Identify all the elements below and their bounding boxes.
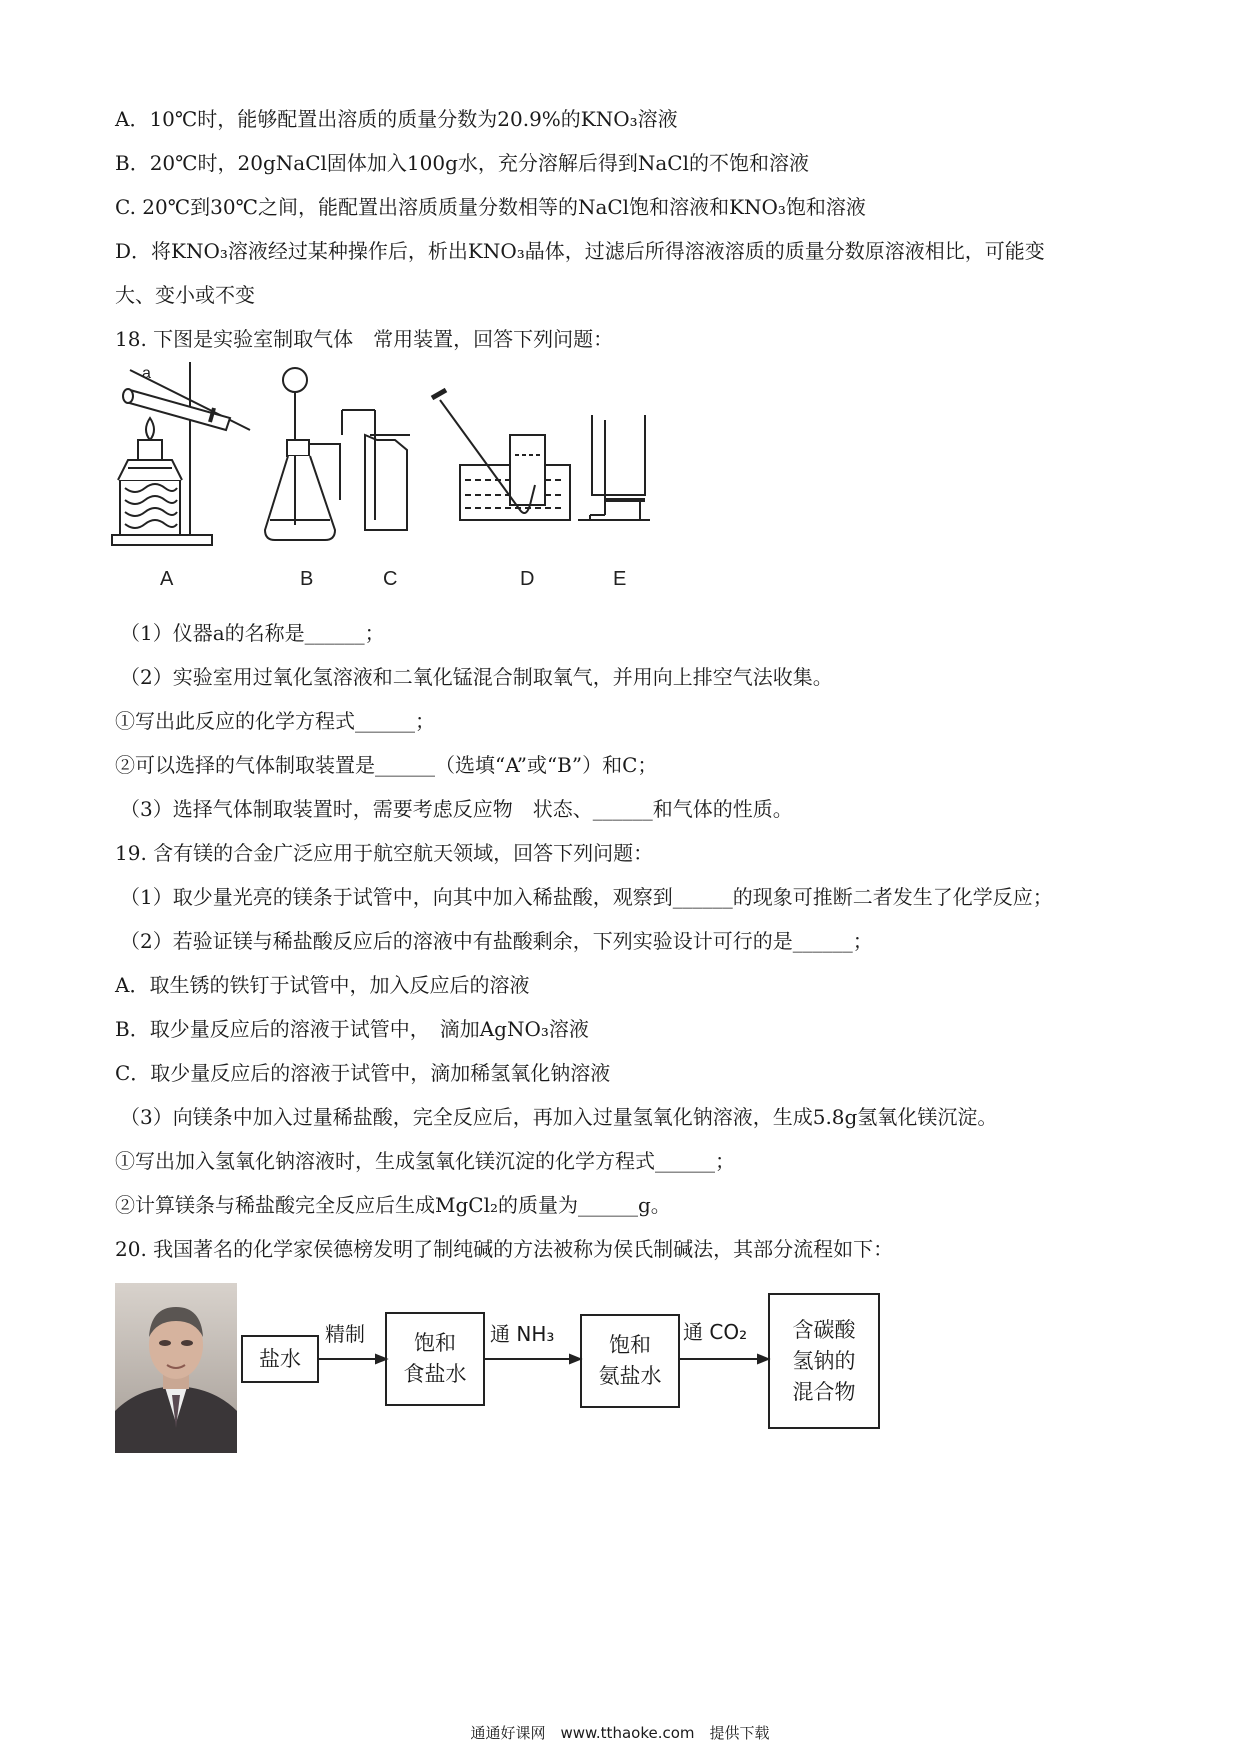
arrow1-head <box>376 1355 386 1363</box>
q17-option-d-line1: D．将KNO₃溶液经过某种操作后，析出KNO₃晶体，过滤后所得溶液溶质的质量分数原溶液相比，可能变 <box>115 239 1045 263</box>
q17-option-c: C. 20℃到30℃之间，能配置出溶质质量分数相等的NaCl饱和溶液和KNO₃饱和溶液 <box>115 195 866 219</box>
q19-part3-2: ②计算镁条与稀盐酸完全反应后生成MgCl₂的质量为______g。 <box>115 1193 671 1217</box>
apparatus-a <box>112 362 250 545</box>
q19-option-c: C．取少量反应后的溶液于试管中，滴加稀氢氧化钠溶液 <box>115 1061 611 1085</box>
flow-arrow1-label: 精制 <box>325 1322 365 1346</box>
apparatus-b <box>265 368 340 540</box>
flow-arrows <box>0 1330 1240 1370</box>
q18-stem: 18. 下图是实验室制取气体 常用装置，回答下列问题： <box>115 327 614 351</box>
q19-part3-1: ①写出加入氢氧化钠溶液时，生成氢氧化镁沉淀的化学方程式______； <box>115 1149 735 1173</box>
q17-option-b: B．20℃时，20gNaCl固体加入100g水，充分溶解后得到NaCl的不饱和溶液 <box>115 151 809 175</box>
q18-part2-1: ①写出此反应的化学方程式______； <box>115 709 435 733</box>
q19-option-b: B．取少量反应后的溶液于试管中， 滴加AgNO₃溶液 <box>115 1017 589 1041</box>
arrow3-head <box>758 1355 768 1363</box>
q18-part3: （3）选择气体制取装置时，需要考虑反应物 状态、______和气体的性质。 <box>120 797 793 821</box>
flow-box-brine-label: 盐水 <box>259 1346 301 1371</box>
caption-c: C <box>383 568 398 590</box>
q19-option-a: A．取生锈的铁钉于试管中，加入反应后的溶液 <box>115 973 530 997</box>
caption-e: E <box>613 568 627 590</box>
flow-box4-line1: 含碳酸 <box>792 1317 856 1342</box>
flow-box3-line1: 饱和 <box>609 1333 651 1357</box>
page-footer: 通通好课网 www.tthaoke.com 提供下载 <box>470 1724 770 1742</box>
arrow2-head <box>570 1355 580 1363</box>
q19-stem: 19. 含有镁的合金广泛应用于航空航天领域，回答下列问题： <box>115 841 654 865</box>
flow-box2-line2: 食盐水 <box>403 1362 467 1386</box>
flow-box2-line1: 饱和 <box>414 1331 456 1355</box>
flow-arrow3-label: 通 CO₂ <box>683 1320 748 1344</box>
caption-b: B <box>300 568 314 590</box>
lab-apparatus-figure <box>110 360 760 560</box>
apparatus-d <box>432 390 570 520</box>
q17-option-d-line2: 大、变小或不变 <box>115 283 255 307</box>
q18-part2-2: ②可以选择的气体制取装置是______（选填“A”或“B”）和C； <box>115 753 658 777</box>
q19-part3: （3）向镁条中加入过量稀盐酸，完全反应后，再加入过量氢氧化钠溶液，生成5.8g氢氧化镁沉淀。 <box>120 1105 998 1129</box>
q19-part1: （1）取少量光亮的镁条于试管中，向其中加入稀盐酸，观察到______的现象可推断二者发生了化学反应； <box>120 885 1053 909</box>
flow-arrow2-label: 通 NH₃ <box>490 1322 555 1346</box>
flow-box4-line3: 混合物 <box>792 1379 856 1404</box>
q20-stem: 20. 我国著名的化学家侯德榜发明了制纯碱的方法被称为侯氏制碱法，其部分流程如下： <box>115 1237 894 1261</box>
q17-option-a: A．10℃时，能够配置出溶质的质量分数为20.9%的KNO₃溶液 <box>115 107 678 131</box>
caption-d: D <box>520 568 535 590</box>
apparatus-e <box>578 415 650 520</box>
q18-part1: （1）仪器a的名称是______； <box>120 621 385 645</box>
label-a: a <box>142 365 151 382</box>
caption-a: A <box>160 568 174 590</box>
apparatus-c <box>342 410 410 530</box>
flow-box3-line2: 氨盐水 <box>598 1364 662 1388</box>
flow-box4-line2: 氢钠的 <box>792 1348 856 1373</box>
q19-part2: （2）若验证镁与稀盐酸反应后的溶液中有盐酸剩余，下列实验设计可行的是______； <box>120 929 873 953</box>
q18-part2: （2）实验室用过氧化氢溶液和二氧化锰混合制取氧气，并用向上排空气法收集。 <box>120 665 833 689</box>
